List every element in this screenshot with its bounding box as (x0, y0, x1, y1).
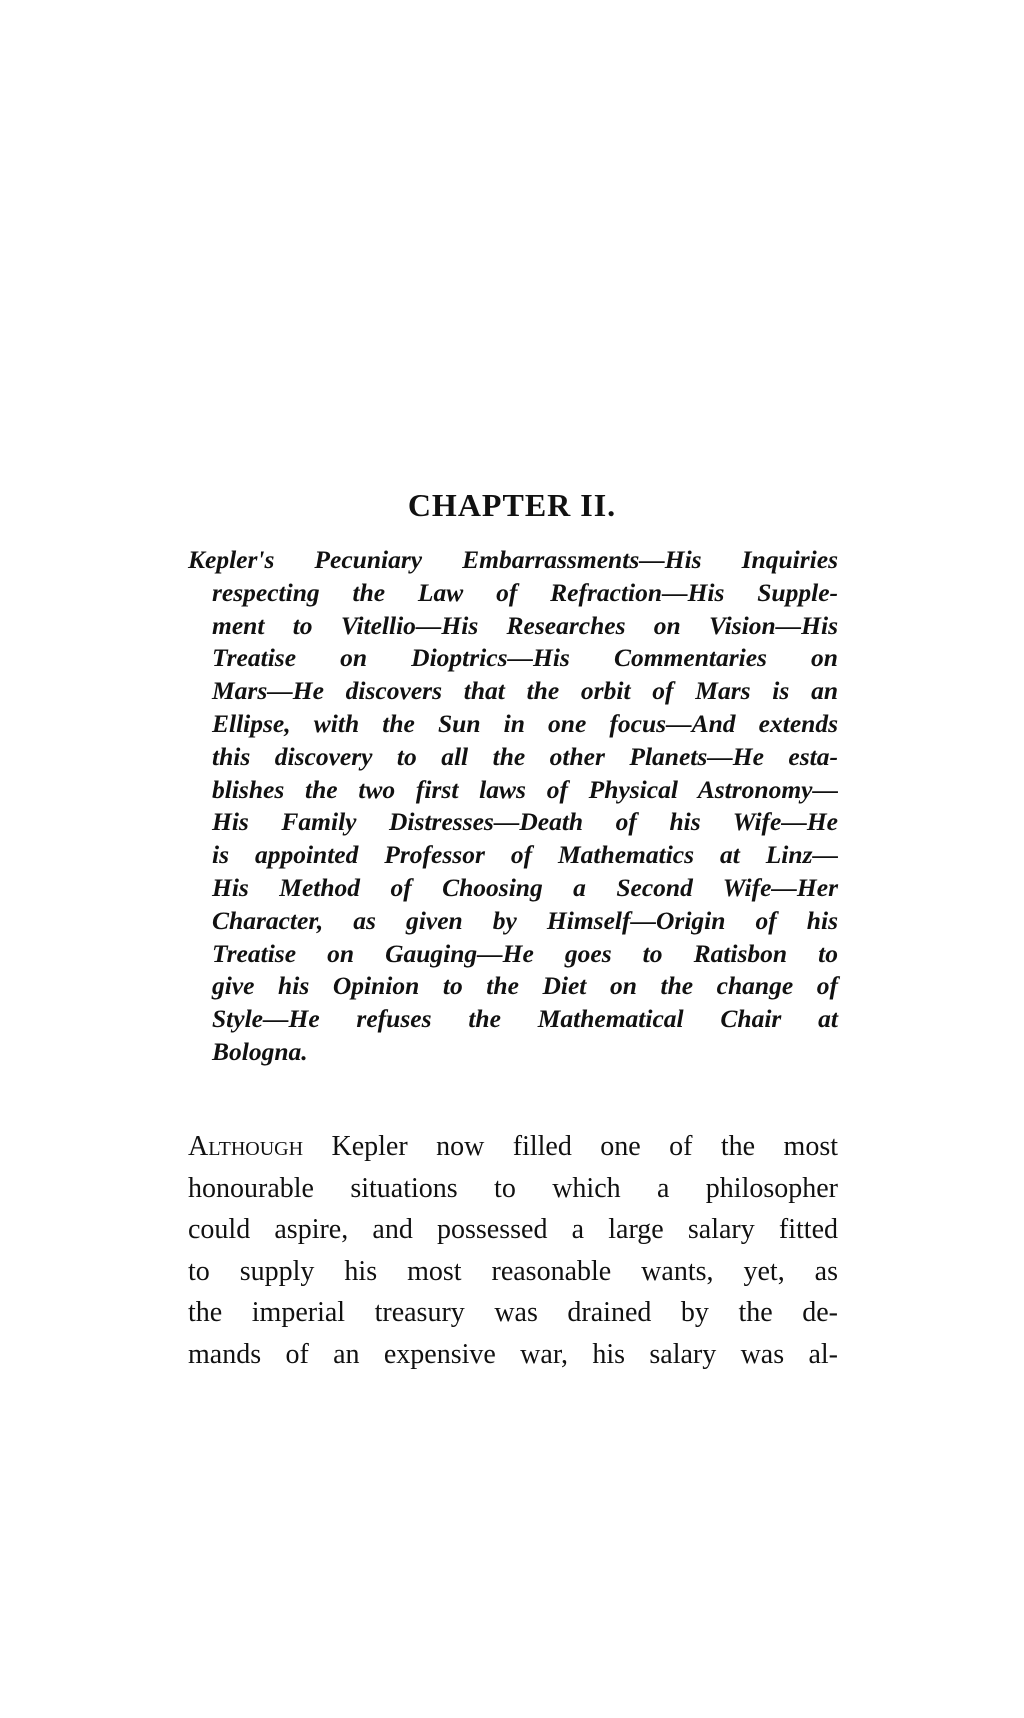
synopsis-line: blishes the two first laws of Physical Astronomy— (212, 774, 838, 804)
synopsis-line: Treatise on Gauging—He goes to Ratisbon to (212, 938, 838, 968)
body-line-text: Kepler now filled one of the most (303, 1131, 838, 1162)
body-line: to supply his most reasonable wants, yet, as (188, 1255, 838, 1287)
synopsis-line: give his Opinion to the Diet on the change of (212, 971, 838, 1001)
synopsis-line: His Method of Choosing a Second Wife—Her (212, 872, 838, 902)
body-line: the imperial treasury was drained by the de- (188, 1297, 838, 1329)
synopsis-line: respecting the Law of Refraction—His Supple- (212, 577, 838, 607)
synopsis-line: Bologna. (212, 1036, 308, 1066)
synopsis-line: His Family Distresses—Death of his Wife—He (212, 807, 838, 837)
synopsis-line: Treatise on Dioptrics—His Commentaries on (212, 643, 838, 673)
chapter-heading: CHAPTER II. (407, 486, 617, 523)
body-line: mands of an expensive war, his salary was al- (188, 1338, 838, 1370)
chapter-synopsis (188, 544, 838, 1069)
body-line: could aspire, and possessed a large salary fitted (188, 1214, 838, 1246)
synopsis-line: Style—He refuses the Mathematical Chair at (212, 1004, 838, 1034)
synopsis-line: is appointed Professor of Mathematics at Linz— (212, 840, 838, 870)
body-line: honourable situations to which a philosopher (188, 1172, 838, 1204)
synopsis-line: Kepler's Pecuniary Embarrassments—His Inquiries (188, 545, 838, 574)
body-line (188, 1126, 838, 1168)
synopsis-line: Mars—He discovers that the orbit of Mars is an (212, 676, 838, 706)
synopsis-line: ment to Vitellio—His Researches on Vision—His (212, 610, 838, 640)
synopsis-line: Character, as given by Himself—Origin of his (212, 905, 838, 935)
synopsis-line: this discovery to all the other Planets—He esta- (212, 741, 838, 771)
opening-word: Although (188, 1131, 304, 1162)
body-paragraph (188, 1126, 838, 1376)
synopsis-line: Ellipse, with the Sun in one focus—And extends (212, 708, 838, 738)
